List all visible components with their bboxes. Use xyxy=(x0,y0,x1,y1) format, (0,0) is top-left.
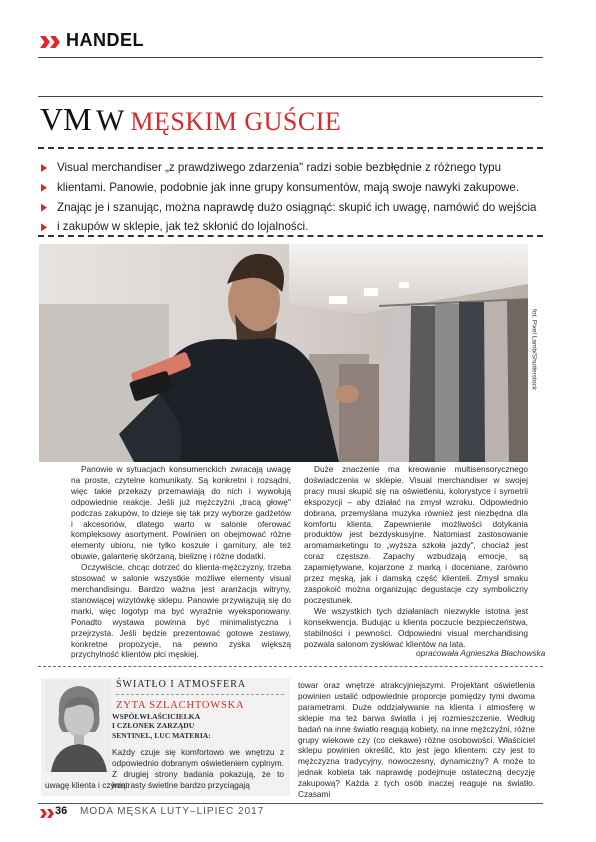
expert-role-line: SENTINEL, LUC MATERIA: xyxy=(112,730,211,740)
lead-text: Visual merchandiser „z prawdziwego zdarzenia" radzi sobie bezbłędnie z różnego typu xyxy=(57,161,502,174)
lead-divider-bottom xyxy=(38,235,543,237)
body-paragraph: towar oraz wnętrze atrakcyjniejszymi. Projektant oświetlenia powinien ustalić odpowiednie proporcje pomiędzy tymi dwoma parametrami. Duże oddziaływanie na klienta i atmosferę w sklepie ma też barwa światła i jej rozmieszczenie. Według badań na inne światło reagują kobiety, na inne mężczyźni, różne grupy wiekowe czy (co ciekawe) różne osobowości. Właściciel sklepu powinien określić, kto jest jego klientem: czy jest to mężczyzna tradycyjny, nowoczesny, dynamiczny? A może to jednak kobieta tak naprawdę podejmuje ostateczną decyzję zakupową? Każda z tych osób inaczej reaguje na światło. Czasami xyxy=(298,680,535,800)
author-signature: opracowała Agnieszka Błachowska xyxy=(416,648,546,658)
bullet-icon xyxy=(41,204,47,212)
box-heading: ŚWIATŁO I ATMOSFERA xyxy=(116,679,247,690)
page-number: 36 xyxy=(55,805,68,817)
body-column-left xyxy=(71,464,291,660)
section-label: HANDEL xyxy=(66,30,144,50)
bullet-icon xyxy=(41,223,47,231)
photo-illustration xyxy=(39,244,528,462)
title-w: W xyxy=(96,104,125,137)
photo-credit xyxy=(527,244,541,462)
article-photo xyxy=(39,244,528,462)
footer-rule xyxy=(38,803,543,804)
title-vm: VM xyxy=(40,101,92,137)
box-heading-rule xyxy=(116,694,284,695)
publication-line: MODA MĘSKA LUTY–LIPIEC 2017 xyxy=(80,806,265,817)
lead-text: i zakupów w sklepie, jak też skłonić do lojalności. xyxy=(57,220,309,234)
lead-line xyxy=(39,198,543,218)
header-rule xyxy=(38,57,543,58)
section-divider xyxy=(38,666,543,667)
portrait-photo xyxy=(45,680,111,772)
chevron-icon xyxy=(50,36,60,48)
body-paragraph: Panowie w sytuacjach konsumenckich zwracają uwagę na proste, czytelne komunikaty. Są konkretni i rozsądni, więc takie przekazy przemawiają do nich i wywołują odpowiednie reakcje. Jeśli już mężczyźni „tracą głowę" podczas zakupów, to dzieje się tak przy wyborze gadżetów i akcesoriów, dlatego warto w salonie oferować kompleksowy asortyment. Powinien on obejmować różne elementy ubioru, nie tylko koszule i garnitury, ale też obuwie, galanterię skórzaną, bieliznę i różne dodatki. xyxy=(71,464,291,562)
lead-line xyxy=(39,158,543,178)
photo-credit-text: fot. Pixel Lamb/Shutterstock xyxy=(530,309,538,390)
lead-divider-top xyxy=(38,147,543,149)
title-rest: MĘSKIM GUŚCIE xyxy=(130,107,342,136)
expert-role-line: I CZŁONEK ZARZĄDU xyxy=(112,721,195,731)
expert-role xyxy=(112,712,211,740)
lead-paragraph xyxy=(39,158,543,237)
chevron-icon xyxy=(40,36,50,48)
title-rule xyxy=(38,96,543,97)
bullet-icon xyxy=(41,164,47,172)
article-title xyxy=(40,101,341,138)
body-column-bottom-right xyxy=(298,680,535,800)
body-paragraph: We wszystkich tych działaniach niezwykle istotna jest konsekwencja. Budując u klienta poczucie bezpieczeństwa, stabilności i pewności. Odpowiedni visual merchandising pozwala salonom zyskiwać klientów na lata. xyxy=(304,605,528,649)
chevron-icon xyxy=(40,809,47,818)
body-paragraph: Oczywiście, chcąc dotrzeć do klienta-mężczyzny, trzeba stosować w salonie wszystkie możliwe elementy visual merchandisingu. Bardzo ważna jest aranżacja witryny, stanowiącej wizytówkę sklepu. Panowie przywiązują się do marki, więc logotyp ma być wyraźnie wyeksponowany. Ponadto wystawa powinna być minimalistyczna i przejrzysta. Jeśli będzie prezentować gotowe zestawy, konkretne propozycje, na pewno zyska większą przychylność klientów płci męskiej. xyxy=(71,562,291,660)
body-paragraph: Duże znaczenie ma kreowanie multisensorycznego doświadczenia w sklepie. Visual merchandiser w swojej pracy musi skupić się na oświetleniu, kolorystyce i symetrii ekspozycji – aby działać na zmysł wzroku. Odpowiednio dobrana, przemyślana muzyka również jest niezbędna dla komfortu klienta. Zapewnienie możliwości dotykania produktów jest bezdyskusyjne. Natomiast zastosowanie aromamarketingu to „wyższa szkoła jazdy", chociaż jest coraz częstsze. Zapachy wzbudzają emocje, są zapamiętywane, kojarzone z marką i doceniane, zarówno przez męską, jak i damską część klienteli. Zmysł smaku zaspokoić można organizując degustacje czy symboliczny poczęstunek. xyxy=(304,464,528,605)
bullet-icon xyxy=(41,184,47,192)
lead-text: Znając je i szanując, można naprawdę dużo osiągnąć: skupić ich uwagę, namówić do wejścia xyxy=(57,200,537,214)
lead-text: klientami. Panowie, podobnie jak inne grupy konsumentów, mają swoje nawyki zakupowe. xyxy=(57,180,520,194)
box-text: Każdy czuje się komfortowo we wnętrzu z odpowiednio dobranym oświetleniem cyplnym. Z drugiej strony badania pokazują, że to kontrasty świetlne bardzo przyciągają xyxy=(112,747,284,790)
lead-line xyxy=(39,178,543,198)
expert-role-line: WSPÓŁWŁAŚCICIELKA xyxy=(112,712,201,721)
box-text-continued: uwagę klienta i czynią xyxy=(45,780,126,790)
expert-name: ZYTA SZLACHTOWSKA xyxy=(116,700,245,711)
chevron-icon xyxy=(47,809,54,818)
body-column-right xyxy=(304,464,528,649)
